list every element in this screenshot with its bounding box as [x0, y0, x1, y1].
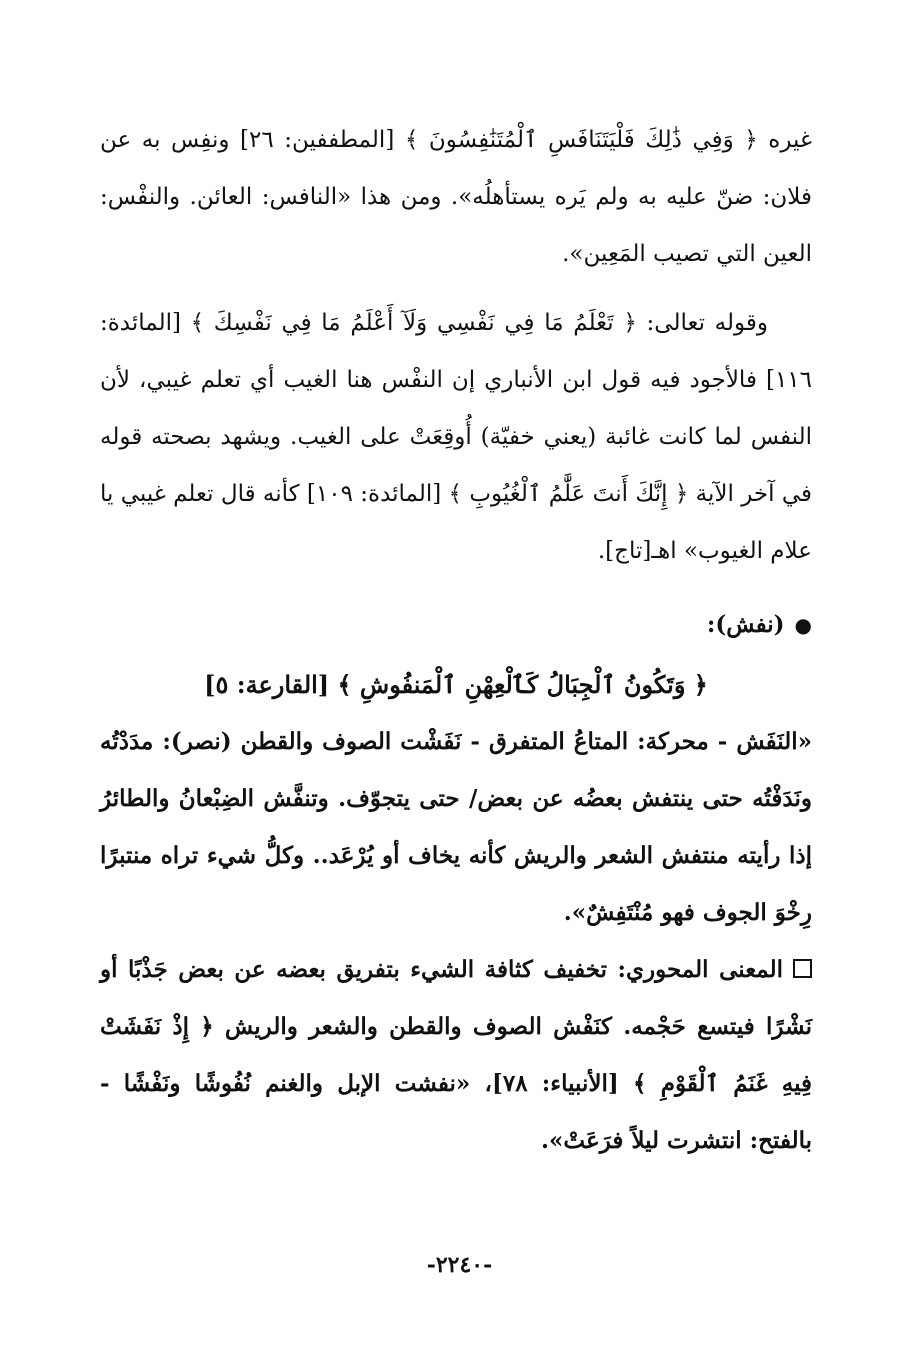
section-heading-text: (نفش): — [706, 611, 785, 638]
section-heading — [100, 596, 812, 654]
page-number: -٢٢٤٠- — [426, 1252, 493, 1278]
paragraph-definition: «النَفَش - محركة: المتاعُ المتفرق - نَفَشْت الصوف والقطن (نصر): مدَدْتُه ونَدَفْتُه حتى ينتفش بعضُه عن بعض/ حتى يتجوّف. وتنفَّش الضِبْعانُ والطائرُ إذا رأيته منتفش الشعر والريش كأنه يخاف أو يُرْعَد.. وكلُّ شيء تراه منتبرًا رِخْوَ الجوف فهو مُنْتَفِشٌ». — [100, 728, 812, 926]
main-text — [100, 112, 812, 1169]
square-box-icon — [793, 959, 812, 978]
quran-verse: ﴿ وَتَكُونُ ٱلْجِبَالُ كَٱلْعِهْنِ ٱلْمَنفُوشِ ﴾ [القارعة: ٥] — [204, 670, 708, 699]
paragraph-nafis-continuation: غيره ﴿ وَفِي ذَٰلِكَ فَلْيَتَنَافَسِ ٱلْمُتَنَٰفِسُونَ ﴾ [المطففين: ٢٦] ونفِس به عن فلان: ضنّ عليه به ولم يَره يستأهلُه». ومن هذا «النافس: العائن. والنفْس: العين التي تصيب المَعِين». — [100, 127, 812, 267]
paragraph-maida-verse: وقوله تعالى: ﴿ تَعْلَمُ مَا فِي نَفْسِي وَلَآ أَعْلَمُ مَا فِي نَفْسِكَ ﴾ [المائدة: ١١٦] فالأجود فيه قول ابن الأنباري إن النفْس هنا الغيب أي تعلم غيبي، لأن النفس لما كانت غائبة (يعني خفيّة) أُوقِعَتْ على الغيب. ويشهد بصحته قوله في آخر الآية ﴿ إِنَّكَ أَنتَ عَلَّٰمُ ٱلْغُيُوبِ ﴾ [المائدة: ١٠٩] كأنه قال تعلم غيبي يا علام الغيوب» اهـ[تاج]. — [100, 310, 813, 564]
core-meaning-text: المعنى المحوري: تخفيف كثافة الشيء بتفريق بعضه عن بعض جَذْبًا أو نَشْرًا فيتسع حَجْمه. كنَفْش الصوف والقطن والشعر والريش ﴿ إِذْ نَفَشَتْ فِيهِ غَنَمُ ٱلْقَوْمِ ﴾ [الأنبياء: ٧٨]، «نفشت الإبل والغنم نُفُوشًا ونَفْشًا - بالفتح: انتشرت ليلاً فرَعَتْ». — [100, 956, 813, 1154]
bullet-icon: ● — [794, 613, 812, 637]
paragraph-core-meaning — [100, 941, 812, 1169]
